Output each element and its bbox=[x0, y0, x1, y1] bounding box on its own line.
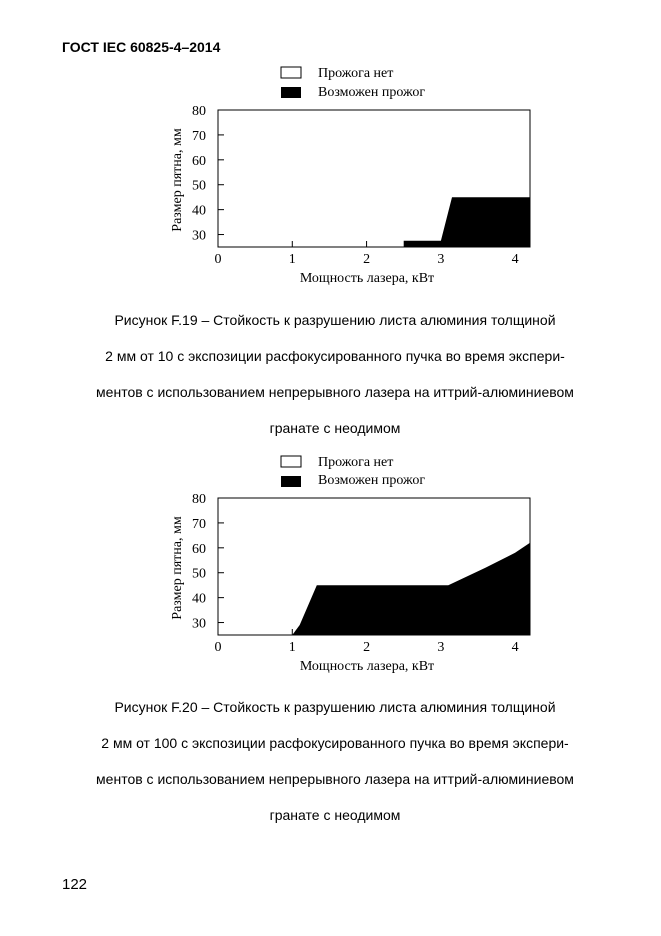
document-header: ГОСТ IEC 60825-4–2014 bbox=[62, 39, 221, 55]
x-axis-label: Мощность лазера, кВт bbox=[299, 271, 435, 286]
x-tick-label: 0 bbox=[214, 252, 222, 267]
legend-label-no-burn: Прожога нет bbox=[318, 455, 394, 470]
y-tick-label: 70 bbox=[192, 516, 206, 532]
y-tick-label: 80 bbox=[192, 104, 206, 119]
caption-line: ментов с использованием непрерывного лазера на иттрий-алюминиевом bbox=[96, 384, 574, 400]
caption-line: гранате с неодимом bbox=[269, 807, 401, 823]
y-tick-label: 80 bbox=[192, 492, 206, 507]
y-tick-label: 40 bbox=[192, 203, 206, 219]
legend-label-burn: Возможен прожог bbox=[318, 85, 426, 100]
x-tick-label: 3 bbox=[437, 640, 445, 655]
y-tick-label: 60 bbox=[192, 541, 206, 557]
y-tick-label: 50 bbox=[192, 178, 206, 194]
figure-f19-chart bbox=[0, 0, 661, 300]
figure-f20-chart bbox=[0, 388, 661, 688]
legend-swatch-burn bbox=[281, 476, 301, 487]
x-tick-label: 2 bbox=[363, 640, 371, 655]
x-tick-label: 4 bbox=[511, 640, 519, 655]
caption-line: 2 мм от 100 с экспозиции расфокусированного пучка во время экспери- bbox=[101, 735, 569, 751]
y-axis-label: Размер пятна, мм bbox=[170, 128, 185, 232]
plot-area bbox=[192, 104, 530, 267]
caption-line: Рисунок F.19 – Стойкость к разрушению листа алюминия толщиной bbox=[114, 312, 556, 328]
x-tick-label: 2 bbox=[363, 252, 371, 267]
y-tick-label: 60 bbox=[192, 153, 206, 169]
plot-area bbox=[192, 492, 530, 655]
figure-f20-caption bbox=[40, 689, 630, 833]
y-tick-label: 70 bbox=[192, 128, 206, 144]
x-tick-label: 4 bbox=[511, 252, 519, 267]
caption-line: Рисунок F.20 – Стойкость к разрушению листа алюминия толщиной bbox=[114, 699, 556, 715]
legend bbox=[281, 455, 425, 488]
burn-region bbox=[404, 197, 530, 247]
x-tick-label: 0 bbox=[214, 640, 222, 655]
caption-line: гранате с неодимом bbox=[269, 420, 401, 436]
y-tick-label: 30 bbox=[192, 616, 206, 632]
y-tick-label: 50 bbox=[192, 566, 206, 582]
x-tick-label: 3 bbox=[437, 252, 445, 267]
burn-region bbox=[292, 543, 530, 635]
y-tick-label: 30 bbox=[192, 228, 206, 244]
legend-label-no-burn: Прожога нет bbox=[318, 66, 394, 81]
x-axis-label: Мощность лазера, кВт bbox=[299, 659, 435, 674]
caption-line: ментов с использованием непрерывного лазера на иттрий-алюминиевом bbox=[96, 771, 574, 787]
legend-label-burn: Возможен прожог bbox=[318, 473, 426, 488]
caption-line: 2 мм от 10 с экспозиции расфокусированного пучка во время экспери- bbox=[105, 348, 565, 364]
y-tick-label: 40 bbox=[192, 591, 206, 607]
y-axis-label: Размер пятна, мм bbox=[170, 516, 185, 620]
legend bbox=[281, 66, 425, 100]
legend-swatch-no-burn bbox=[281, 67, 301, 78]
page-number: 122 bbox=[62, 876, 88, 893]
legend-swatch-no-burn bbox=[281, 456, 301, 467]
legend-swatch-burn bbox=[281, 87, 301, 98]
x-tick-label: 1 bbox=[288, 640, 296, 655]
x-tick-label: 1 bbox=[288, 252, 296, 267]
